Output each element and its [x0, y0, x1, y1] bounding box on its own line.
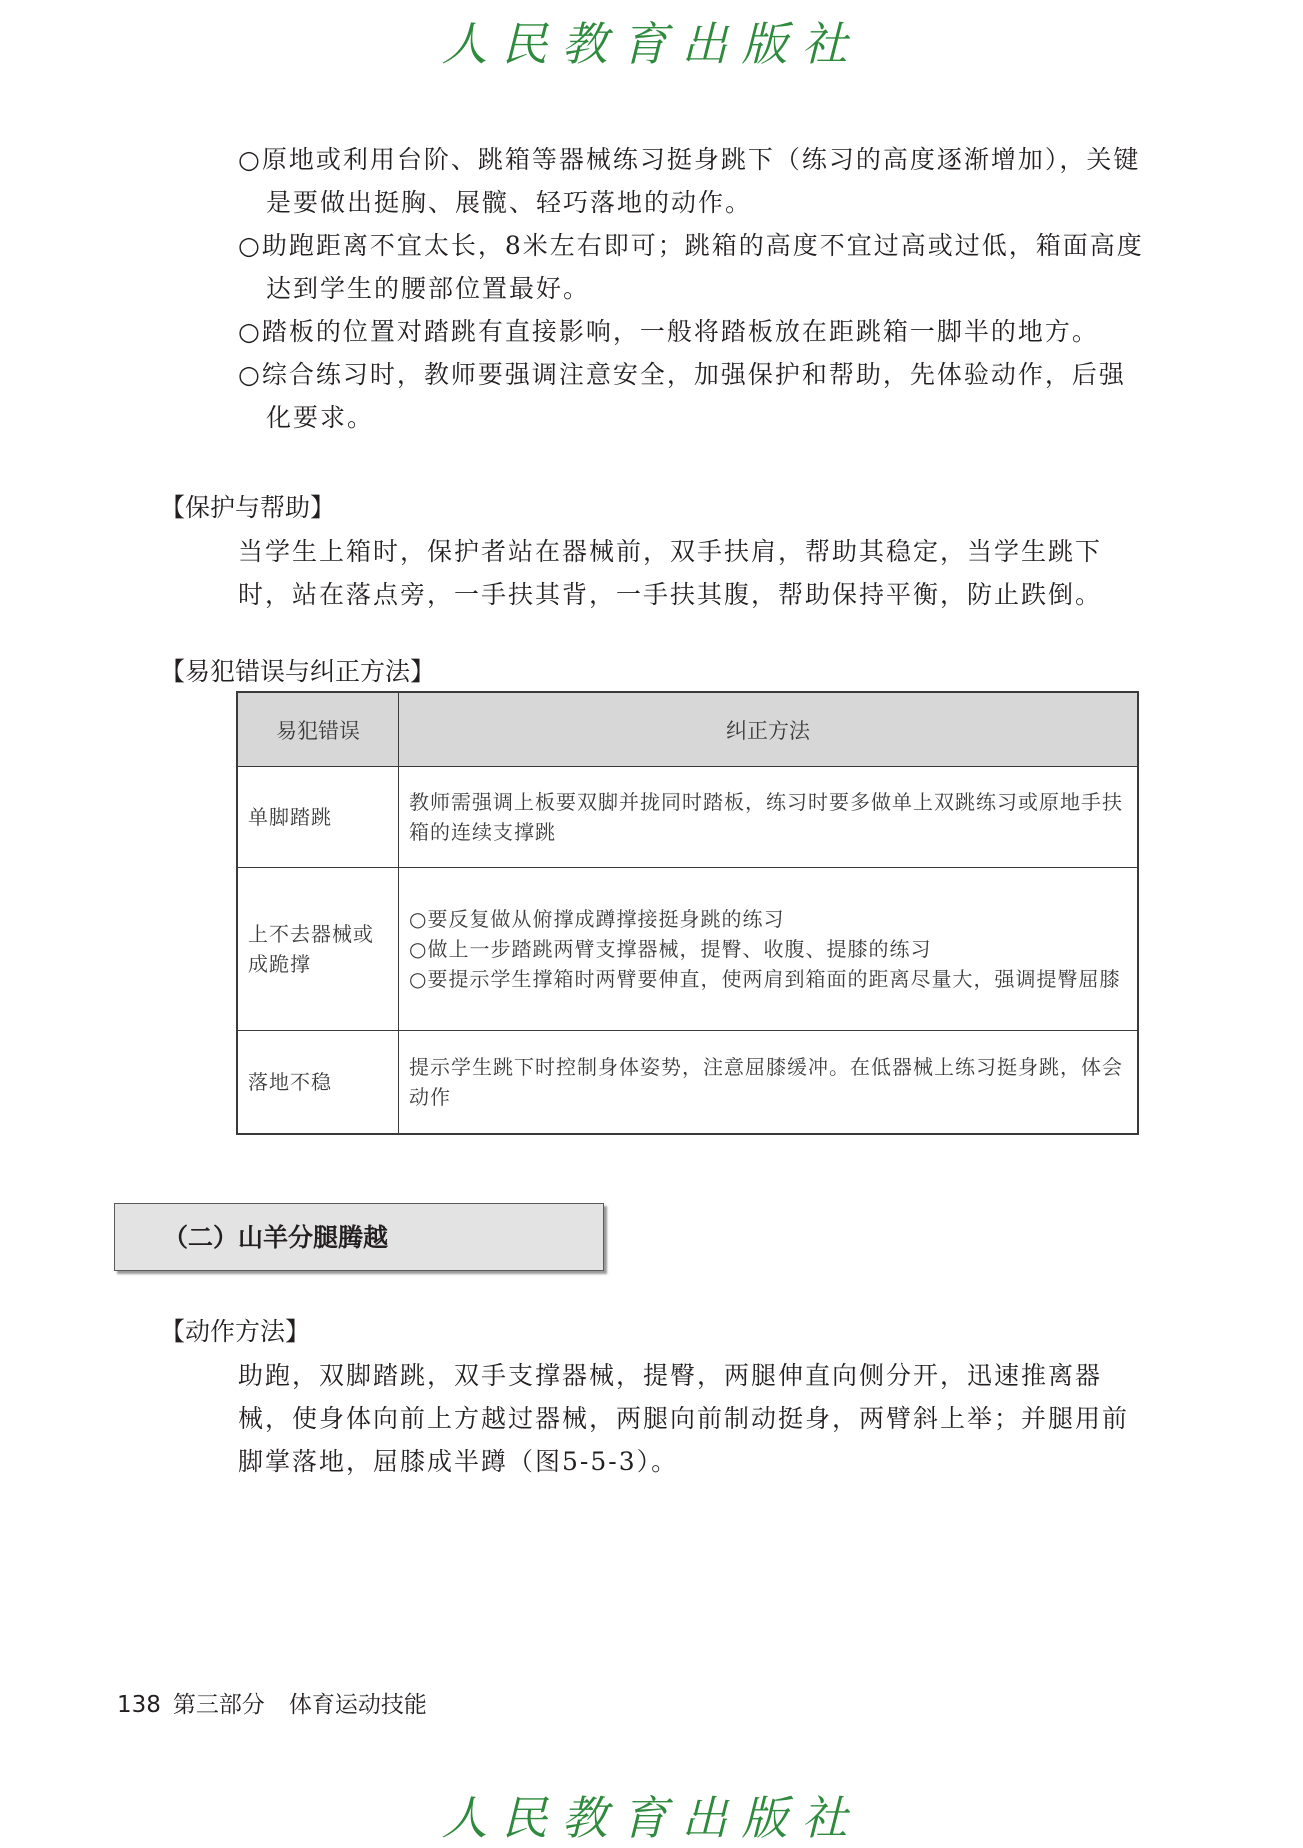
fix-cell: 教师需强调上板要双脚并拢同时踏板，练习时要多做单上双跳练习或原地手扶箱的连续支撑跳: [399, 767, 1139, 868]
error-cell: 单脚踏跳: [237, 767, 399, 868]
publisher-logo-top: 人民教育出版社: [441, 17, 862, 71]
fix-cell: ○要反复做从俯撑成蹲撑接挺身跳的练习 ○做上一步踏跳两臂支撑器械，提臀、收腹、提膝的练习 ○要提示学生撑箱时两臂要伸直，使两肩到箱面的距离尽量大，强调提臀屈膝: [399, 868, 1139, 1031]
table-row: [237, 767, 1138, 868]
method-text: 助跑，双脚踏跳，双手支撑器械，提臀，两腿伸直向侧分开，迅速推离器械，使身体向前上方越过器械，两腿向前制动挺身，两臂斜上举；并腿用前脚掌落地，屈膝成半蹲（图5-5-3）。: [238, 1361, 1130, 1476]
list-item: ○原地或利用台阶、跳箱等器械练习挺身跳下（练习的高度逐渐增加），关键是要做出挺胸、展髋、轻巧落地的动作。: [238, 145, 1141, 217]
table-row: [237, 868, 1138, 1031]
subsection-title: （二）山羊分腿腾越: [114, 1203, 604, 1271]
tips-list: [238, 138, 1144, 439]
page-footer: [117, 1686, 427, 1719]
table-header-row: [237, 692, 1138, 767]
errors-table: [236, 691, 1139, 1135]
footer-part: 第三部分: [172, 1692, 265, 1718]
protection-heading: 【保护与帮助】: [160, 493, 336, 522]
error-cell: 落地不稳: [237, 1031, 399, 1135]
column-header-error: 易犯错误: [237, 692, 399, 767]
error-cell: 上不去器械或成跪撑: [237, 868, 399, 1031]
method-heading: 【动作方法】: [160, 1317, 311, 1346]
protection-text: 当学生上箱时，保护者站在器械前，双手扶肩，帮助其稳定，当学生跳下时，站在落点旁，一手扶其背，一手扶其腹，帮助保持平衡，防止跌倒。: [238, 537, 1103, 609]
page-number: 138: [117, 1692, 161, 1718]
list-item: ○综合练习时，教师要强调注意安全，加强保护和帮助，先体验动作，后强化要求。: [238, 360, 1126, 432]
list-item: ○踏板的位置对踏跳有直接影响，一般将踏板放在距跳箱一脚半的地方。: [238, 317, 1099, 346]
list-item: ○助跑距离不宜太长，8米左右即可；跳箱的高度不宜过高或过低，箱面高度达到学生的腰部位置最好。: [238, 231, 1144, 303]
table-row: [237, 1031, 1138, 1135]
footer-title: 体育运动技能: [288, 1692, 427, 1718]
column-header-fix: 纠正方法: [399, 692, 1139, 767]
fix-cell: 提示学生跳下时控制身体姿势，注意屈膝缓冲。在低器械上练习挺身跳，体会动作: [399, 1031, 1139, 1135]
publisher-logo-bottom: 人民教育出版社: [441, 1791, 862, 1845]
errors-heading: 【易犯错误与纠正方法】: [160, 657, 436, 686]
